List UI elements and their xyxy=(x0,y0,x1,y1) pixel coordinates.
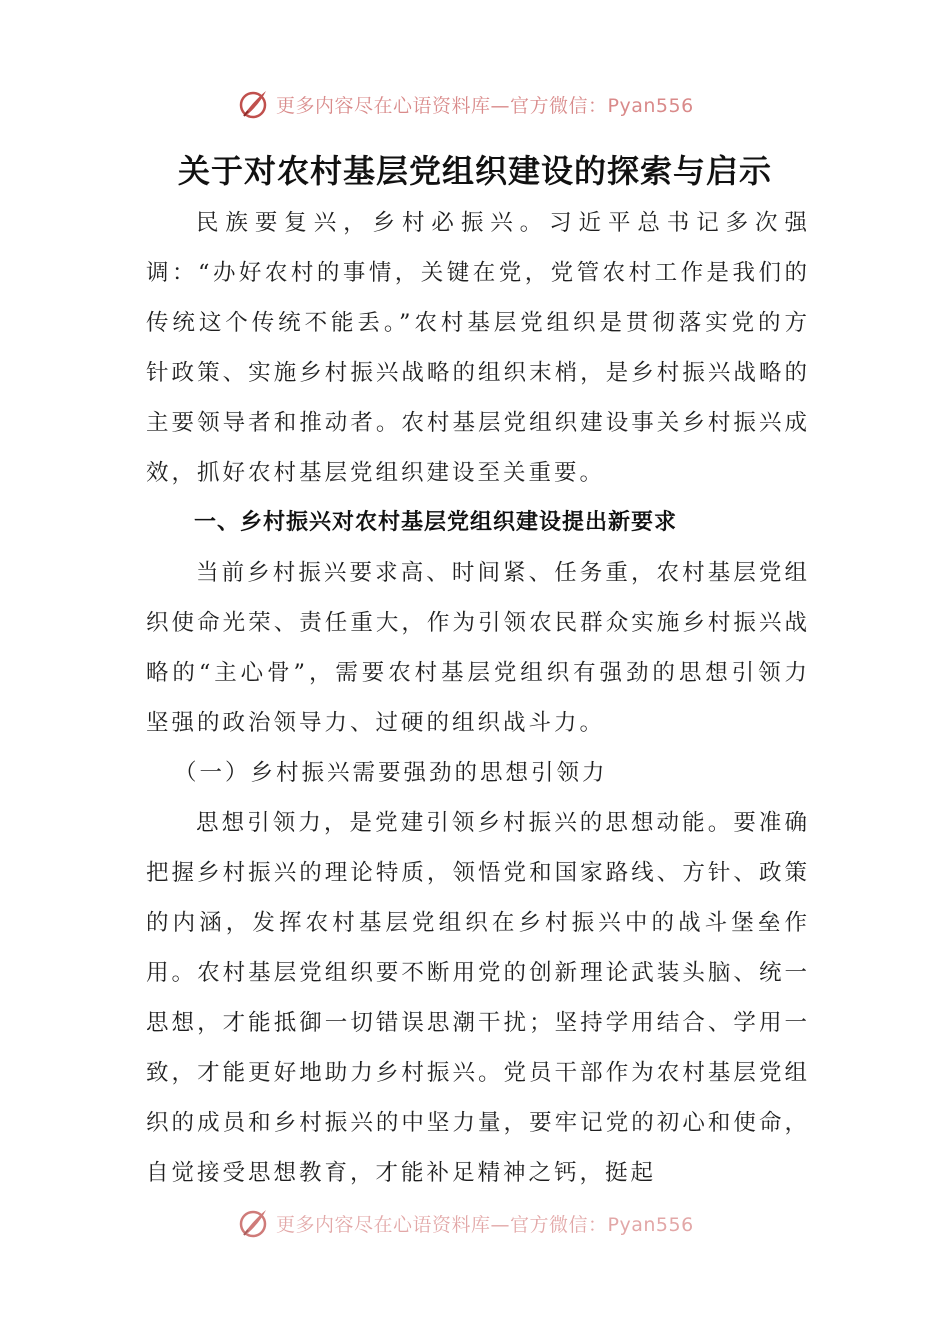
subsection-1-paragraph: 思想引领力，是党建引领乡村振兴的思想动能。要准确把握乡村振兴的理论特质，领悟党和国家路线、方针、政策的内涵，发挥农村基层党组织在乡村振兴中的战斗堡垒作用。农村基层党组织要不断用党的创新理论武装头脑、统一思想，才能抵御一切错误思潮干扰；坚持学用结合、学用一致，才能更好地助力乡村振兴。党员干部作为农村基层党组织的成员和乡村振兴的中坚力量，要牢记党的初心和使命，自觉接受思想教育，才能补足精神之钙，挺起 xyxy=(146,810,810,1186)
document-body xyxy=(146,198,810,1198)
quill-pen-logo-icon xyxy=(236,87,270,121)
watermark-footer xyxy=(236,1206,694,1240)
intro-paragraph: 民族要复兴，乡村必振兴。习近平总书记多次强调：“办好农村的事情，关键在党，党管农村工作是我们的传统这个传统不能丢。”农村基层党组织是贯彻落实党的方针政策、实施乡村振兴战略的组织末梢，是乡村振兴战略的主要领导者和推动者。农村基层党组织建设事关乡村振兴成效，抓好农村基层党组织建设至关重要。 xyxy=(146,210,810,486)
quill-pen-logo-icon xyxy=(236,1206,270,1240)
watermark-header xyxy=(236,87,694,121)
watermark-text: 更多内容尽在心语资料库—官方微信：Pyan556 xyxy=(276,94,694,117)
watermark-text-footer: 更多内容尽在心语资料库—官方微信：Pyan556 xyxy=(276,1213,694,1236)
document-title: 关于对农村基层党组织建设的探索与启示 xyxy=(177,152,772,190)
section-1-paragraph: 当前乡村振兴要求高、时间紧、任务重，农村基层党组织使命光荣、责任重大，作为引领农民群众实施乡村振兴战略的“主心骨”，需要农村基层党组织有强劲的思想引领力坚强的政治领导力、过硬的组织战斗力。 xyxy=(146,560,810,736)
subsection-1-heading: （一）乡村振兴需要强劲的思想引领力 xyxy=(174,760,608,786)
section-1-heading: 一、乡村振兴对农村基层党组织建设提出新要求 xyxy=(194,510,678,535)
